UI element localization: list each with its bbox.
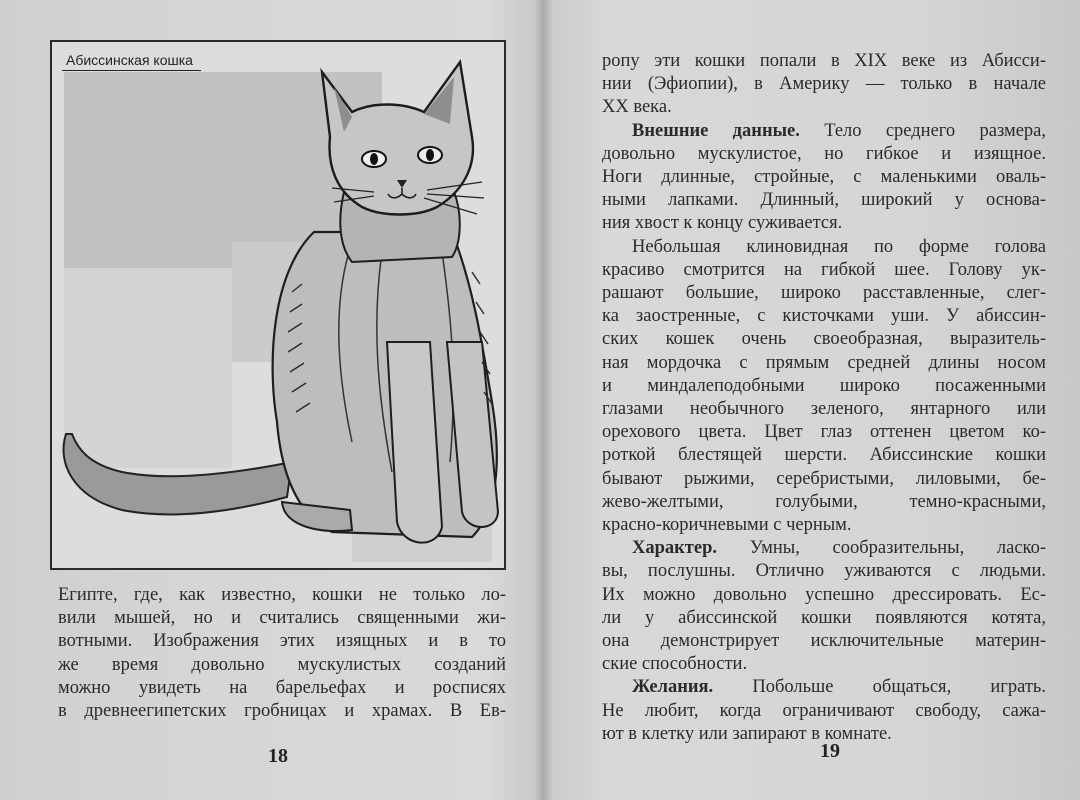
text-line: жево-желтыми, голубыми, темно-красными, <box>602 491 1046 512</box>
text-line: XX века. <box>602 97 672 118</box>
wishes-first-line <box>602 676 1046 699</box>
text-line: ропу эти кошки попали в XIX веке из Абисси- <box>602 51 1046 71</box>
character-first-line <box>602 537 1046 560</box>
appearance-first-line <box>602 120 1046 143</box>
text-line: она демонстрирует исключительные материн- <box>602 631 1046 652</box>
text-line: Египте, где, как известно, кошки не только ло- <box>58 585 506 605</box>
text-line: ка заостренные, с кисточками уши. У абиссин- <box>602 306 1046 327</box>
text-line: ских кошек очень своеобразная, выразитель- <box>602 329 1046 350</box>
text-line: глазами необычного зеленого, янтарного или <box>602 399 1046 420</box>
page-number-right: 19 <box>820 740 840 762</box>
text-run: Тело среднего размера, <box>824 120 1046 141</box>
section-heading-wishes: Желания. <box>632 677 714 698</box>
text-line: в древнеегипетских гробницах и храмах. В Ев- <box>58 701 506 722</box>
text-line: вы, послушны. Отлично уживаются с людьми. <box>602 561 1046 582</box>
text-line: бывают рыжими, серебристыми, лиловыми, бе- <box>602 468 1046 489</box>
abyssinian-cat-illustration <box>52 42 504 568</box>
text-line: красиво смотрится на гибкой шее. Голову ук- <box>602 259 1046 280</box>
text-run: Побольше общаться, играть. <box>752 677 1046 698</box>
text-line: ют в клетку или запирают в комнате. <box>602 723 892 744</box>
text-run: Умны, сообразительны, ласко- <box>749 538 1046 559</box>
text-line: и миндалеподобными широко посаженными <box>602 375 1046 396</box>
text-line: вили мышей, но и считались священными жи- <box>58 608 506 629</box>
page-number-left: 18 <box>268 745 288 767</box>
text-line: же время довольно мускулистых созданий <box>58 654 506 675</box>
figure-caption: Абиссинская кошка <box>62 52 201 71</box>
section-heading-character: Характер. <box>632 538 718 559</box>
text-line: рашают большие, широко расставленные, слег- <box>602 283 1046 304</box>
text-line: орехового цвета. Цвет глаз оттенен цветом ко- <box>602 422 1046 443</box>
text-line: Их можно довольно успешно дрессировать. Ес- <box>602 584 1046 605</box>
right-page <box>540 0 1080 800</box>
text-line: Ноги длинные, стройные, с маленькими оваль- <box>602 167 1046 188</box>
text-line: довольно мускулистое, но гибкое и изящное. <box>602 143 1046 164</box>
text-line: красно-коричневыми с черным. <box>602 515 852 536</box>
text-line: нии (Эфиопии), в Америку — только в начале <box>602 74 1046 95</box>
cat-illustration-frame <box>50 40 506 570</box>
left-page-text <box>58 584 506 723</box>
right-page-text <box>602 50 1046 746</box>
text-line: вотными. Изображения этих изящных и в то <box>58 631 506 652</box>
text-line: ния хвост к концу суживается. <box>602 213 843 234</box>
text-line: роткой блестящей шерсти. Абиссинские кошки <box>602 445 1046 466</box>
text-line: можно увидеть на барельефах и росписях <box>58 677 506 698</box>
text-line: ские способности. <box>602 654 748 675</box>
text-line: Небольшая клиновидная по форме голова <box>632 236 1046 257</box>
text-line: ными лапками. Длинный, широкий у основа- <box>602 190 1046 211</box>
text-line: Не любит, когда ограничивают свободу, сажа- <box>602 700 1046 721</box>
text-line: ли у абиссинской кошки появляются котята, <box>602 607 1046 628</box>
section-heading-appearance: Внешние данные. <box>632 120 800 141</box>
text-line: ная мордочка с прямым средней длины носом <box>602 352 1046 373</box>
